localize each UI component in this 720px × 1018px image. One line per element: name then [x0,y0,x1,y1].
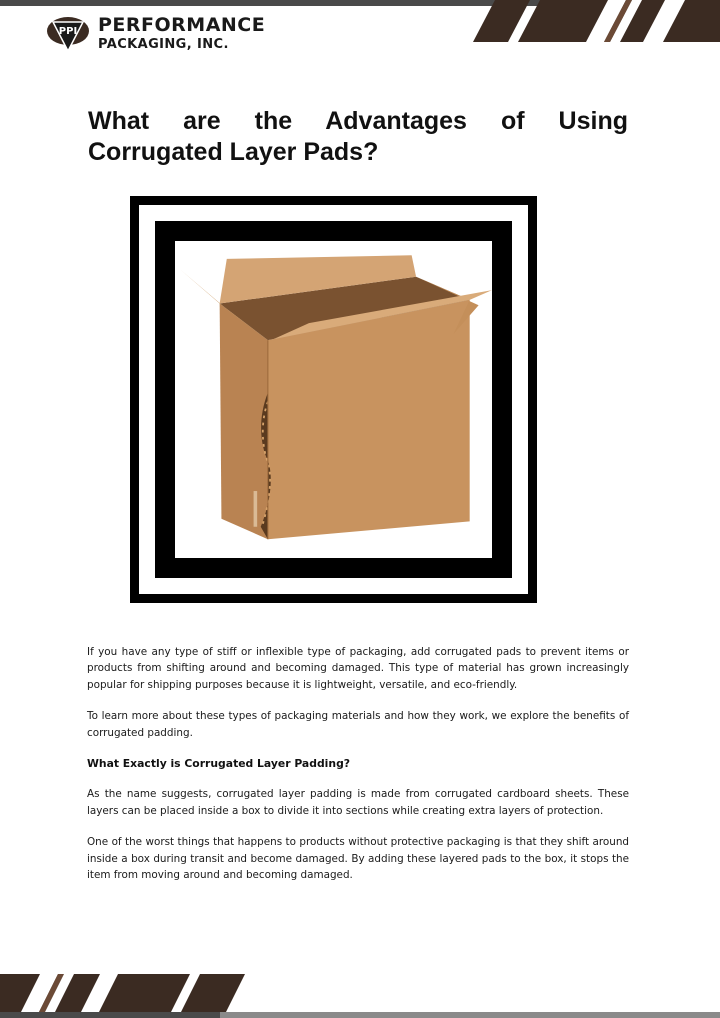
bottom-bar-accent [220,1012,720,1018]
section-paragraph-1: As the name suggests, corrugated layer padding is made from corrugated cardboard sheets. These layers can be placed inside a box to divide it into sections while creating extra layers of protection. [87,788,629,817]
corrugated-box-photo [175,241,492,558]
article-body [87,644,629,898]
ppi-shield-icon [46,13,90,53]
box-photo-frame [130,196,537,603]
intro-paragraph-2: To learn more about these types of packaging materials and how they work, we explore the benefits of corrugated padding. [87,710,629,739]
logo-name-line1: PERFORMANCE [98,13,266,36]
intro-paragraph-1: If you have any type of stiff or inflexible type of packaging, add corrugated pads to prevent items or products from shifting around and becoming damaged. This type of material has grown increasingly popular for shipping purposes because it is lightweight, versatile, and eco-friendly. [87,646,629,691]
logo-name-line2: PACKAGING, INC. [98,36,229,52]
company-logo [46,12,265,54]
section-paragraph-2: One of the worst things that happens to products without protective packaging is that they shift around inside a box during transit and become damaged. By adding these layered pads to the box, it stops the item from moving around and becoming damaged. [87,836,629,882]
logo-monogram: PPI [58,26,78,37]
header-stripes [460,0,720,42]
page-title: What are the Advantages of Using Corrugated Layer Pads? [88,107,628,166]
section-heading: What Exactly is Corrugated Layer Padding? [87,757,351,771]
